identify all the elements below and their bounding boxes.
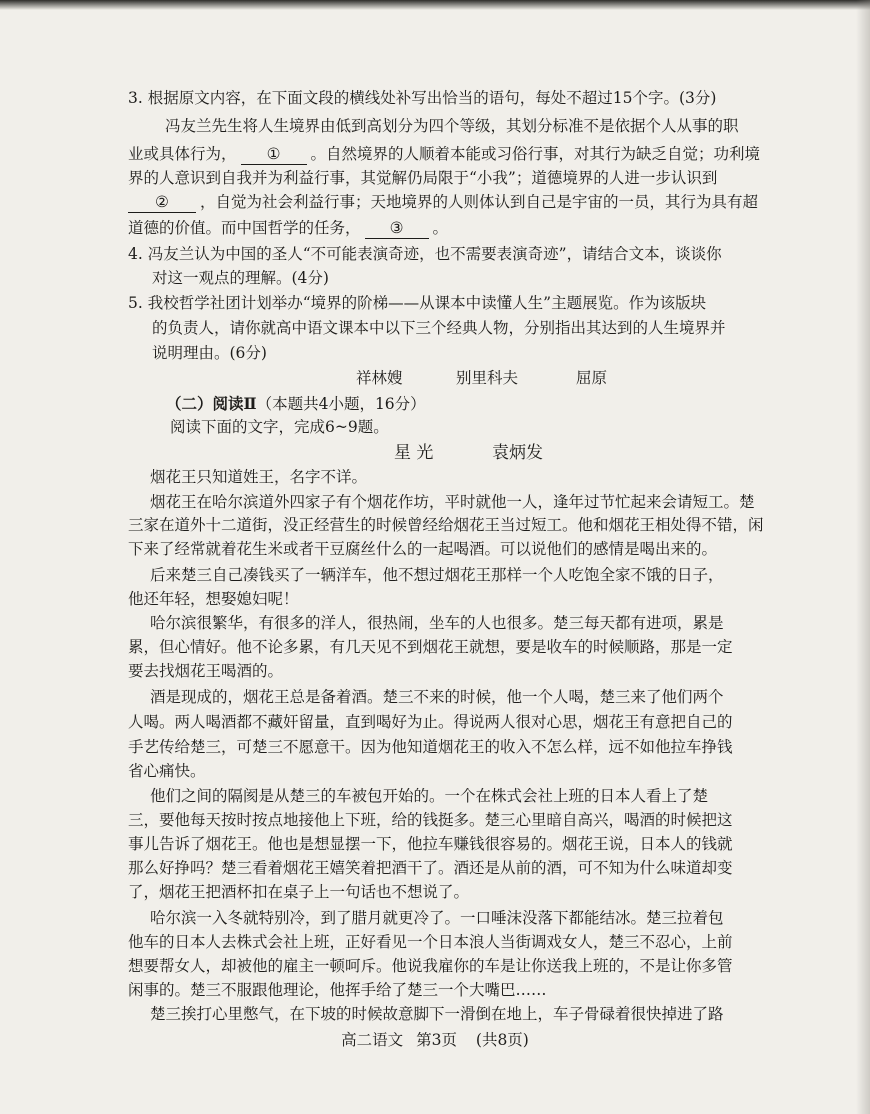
story-line: 省心痛快。 (128, 762, 206, 780)
scan-top-shadow (0, 0, 870, 10)
footer-page: 第3页 (416, 1031, 457, 1049)
story-line: 想要帮女人，却被他的雇主一顿呵斥。他说我雇你的车是让你送我上班的，不是让你多管 (128, 957, 733, 975)
q5-name-1: 祥林嫂 (356, 369, 403, 387)
story-line: 要去找烟花王喝酒的。 (128, 662, 284, 680)
story-line: 手艺传给楚三，可楚三不愿意干。因为他知道烟花王的收入不怎么样，远不如他拉车挣钱 (128, 738, 733, 756)
section-heading: （二）阅读Ⅱ（本题共4小题，16分） (166, 394, 426, 413)
q5-name-2: 别里科夫 (456, 369, 519, 387)
story-line: 楚三挨打心里憋气，在下坡的时候故意脚下一滑倒在地上，车子骨碌着很快掉进了路 (150, 1005, 724, 1023)
story-line: 三家在道外十二道街，没正经营生的时候曾经给烟花王当过短工。他和烟花王相处得不错，闲 (128, 516, 764, 534)
story-line: 他还年轻，想娶媳妇呢！ (128, 590, 299, 608)
q4-line-2: 对这一观点的理解。(4分) (152, 269, 329, 287)
q5-line-1: 5. 我校哲学社团计划举办“境界的阶梯——从课本中读懂人生”主题展览。作为该版块 (128, 294, 707, 312)
story-line: 人喝。两人喝酒都不藏奸留量，直到喝好为止。得说两人很对心思，烟花王有意把自己的 (128, 713, 733, 731)
story-line: 哈尔滨很繁华，有很多的洋人，很热闹，坐车的人也很多。楚三每天都有进项，累是 (150, 614, 724, 632)
story-line: 事儿告诉了烟花王。他也是想显摆一下，他拉车赚钱很容易的。烟花王说，日本人的钱就 (128, 835, 733, 853)
story-line: 酒是现成的，烟花王总是备着酒。楚三不来的时候，他一个人喝，楚三来了他们两个 (150, 688, 724, 706)
story-line: 累，但心情好。他不论多累，有几天见不到烟花王就想，要是收车的时候顺路，那是一定 (128, 638, 733, 656)
story-line: 了，烟花王把酒杯扣在桌子上一句话也不想说了。 (128, 883, 470, 901)
q4-line-1: 4. 冯友兰认为中国的圣人“不可能表演奇迹，也不需要表演奇迹”，请结合文本，谈谈你 (128, 245, 722, 263)
q3-text-line-3: 界的人意识到自我并为利益行事，其觉解仍局限于“小我”；道德境界的人进一步认识到 (128, 169, 718, 187)
q3-text-line-2: 业或具体行为， ① 。自然境界的人顺着本能或习俗行事，对其行为缺乏自觉；功利境 (128, 145, 761, 163)
story-line: 烟花王只知道姓王，名字不详。 (150, 468, 368, 486)
q5-line-3: 说明理由。(6分) (152, 344, 267, 362)
q3-text-line-1: 冯友兰先生将人生境界由低到高划分为四个等级，其划分标准不是依据个人从事的职 (165, 117, 739, 135)
q3-text-line-5: 道德的价值。而中国哲学的任务， ③ 。 (128, 219, 449, 237)
page-footer (0, 1028, 870, 1052)
story-line: 他们之间的隔阂是从楚三的车被包开始的。一个在株式会社上班的日本人看上了楚 (150, 787, 709, 805)
footer-total: (共8页) (475, 1031, 529, 1049)
q3-stem: 3. 根据原文内容，在下面文段的横线处补写出恰当的语句，每处不超过15个字。(3分) (128, 89, 717, 107)
story-line: 三，要他每天按时按点地接他上下班，给的钱挺多。楚三心里暗自高兴，喝酒的时候把这 (128, 811, 733, 829)
answer-blank-1[interactable]: ① (241, 144, 307, 165)
q5-line-2: 的负责人，请你就高中语文课本中以下三个经典人物，分别指出其达到的人生境界并 (152, 319, 726, 337)
scan-right-shadow (856, 0, 870, 1114)
story-line: 哈尔滨一入冬就特别冷，到了腊月就更冷了。一口唾沫没落下都能结冰。楚三拉着包 (150, 909, 724, 927)
story-line: 那么好挣吗？楚三看着烟花王嬉笑着把酒干了。酒还是从前的酒，可不知为什么味道却变 (128, 859, 733, 877)
story-title: 星 光 (394, 443, 434, 463)
answer-blank-2[interactable]: ② (128, 192, 196, 213)
story-line: 后来楚三自己凑钱买了一辆洋车，他不想过烟花王那样一个人吃饱全家不饿的日子， (150, 566, 724, 584)
story-line: 烟花王在哈尔滨道外四家子有个烟花作坊，平时就他一人，逢年过节忙起来会请短工。楚 (150, 493, 755, 511)
story-line: 下来了经常就着花生米或者干豆腐丝什么的一起喝酒。可以说他们的感情是喝出来的。 (128, 540, 718, 558)
footer-subject: 高二语文 (341, 1031, 404, 1049)
answer-blank-3[interactable]: ③ (365, 218, 429, 239)
q3-text-line-4: ② ，自觉为社会利益行事；天地境界的人则体认到自己是宇宙的一员，其行为具有超 (128, 190, 758, 214)
section-instruction: 阅读下面的文字，完成6~9题。 (170, 418, 389, 436)
story-line: 闲事的。楚三不服跟他理论，他挥手给了楚三一个大嘴巴…… (128, 981, 547, 999)
story-line: 他车的日本人去株式会社上班，正好看见一个日本浪人当街调戏女人，楚三不忍心，上前 (128, 933, 733, 951)
story-author: 袁炳发 (492, 443, 543, 463)
q5-name-3: 屈原 (576, 369, 608, 387)
